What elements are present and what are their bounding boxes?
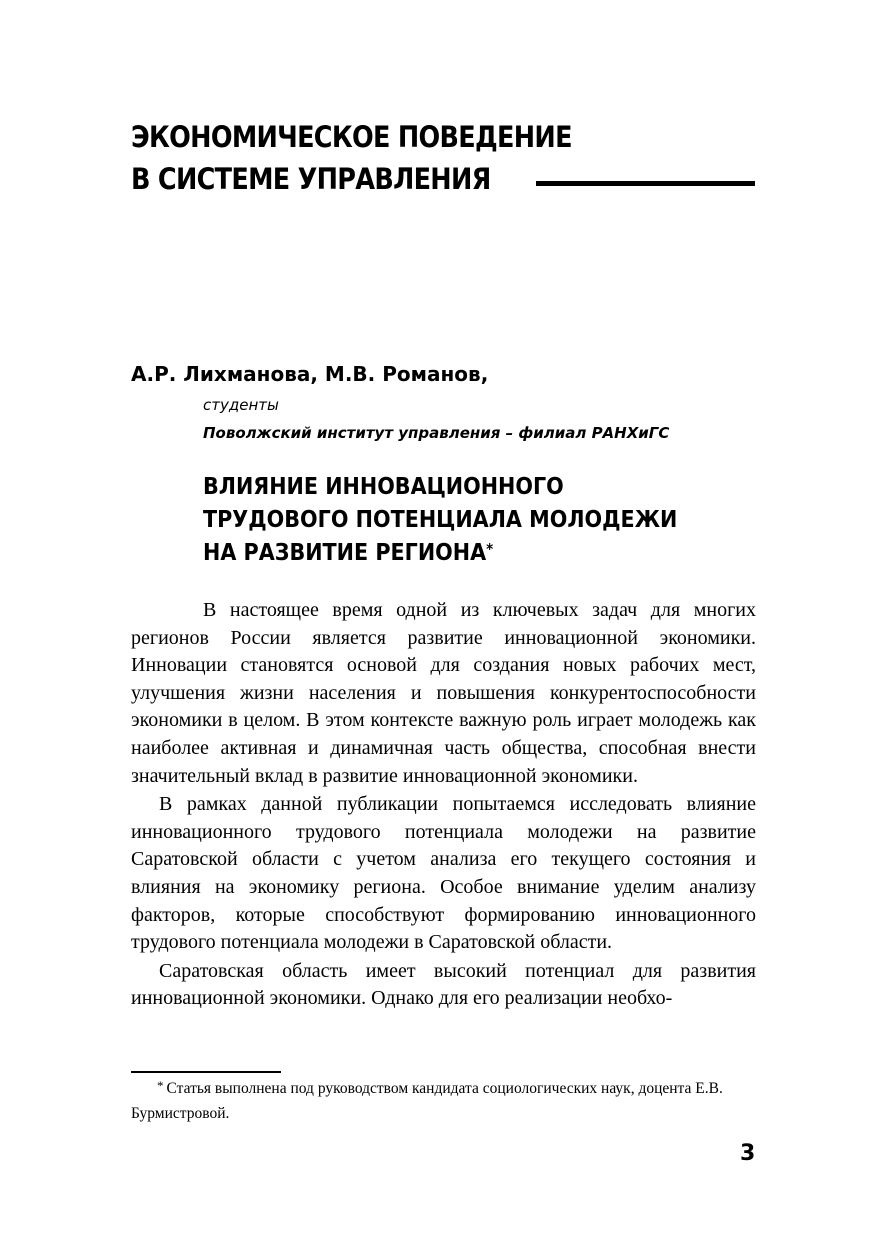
article-footnote-mark: * xyxy=(486,540,494,558)
section-title-line-1: ЭКОНОМИЧЕСКОЕ ПОВЕДЕНИЕ xyxy=(131,120,572,154)
footnote-rule xyxy=(131,1071,281,1073)
section-title-rule xyxy=(536,181,755,186)
article-body xyxy=(131,597,756,1014)
section-title-line-2: В СИСТЕМЕ УПРАВЛЕНИЯ xyxy=(131,162,491,196)
paragraph-3: Саратовская область имеет высокий потенциал для развития инновационной экономики. Однако для его реализации необхо- xyxy=(131,959,756,1010)
paragraph-1: В настоящее время одной из ключевых задач для многих регионов России является развитие инновационной экономики. Инновации становятся основой для создания новых рабочих мест, улучшения жизни населения и повышения конкурентоспособности экономики в целом. В этом контексте важную роль играет молодежь как наиболее активная и динамичная часть общества, способная внести значительный вклад в развитие инновационной экономики. xyxy=(131,599,756,787)
article-title-line-3 xyxy=(203,537,761,570)
author-role: студенты xyxy=(203,396,279,414)
article-title-line-2: ТРУДОВОГО ПОТЕНЦИАЛА МОЛОДЕЖИ xyxy=(203,507,678,533)
article-title-line-3-text: НА РАЗВИТИЕ РЕГИОНА xyxy=(203,540,487,566)
article-title xyxy=(203,471,761,570)
article-title-line-1: ВЛИЯНИЕ ИННОВАЦИОННОГО xyxy=(203,474,564,500)
paragraph-2: В рамках данной публикации попытаемся исследовать влияние инновационного трудового потенциала молодежи на развитие Саратовской области с учетом анализа его текущего состояния и влияния на экономику региона. Особое внимание уделим анализу факторов, которые способствуют формированию инновационного трудового потенциала молодежи в Саратовской области. xyxy=(131,793,756,954)
authors: А.Р. Лихманова, М.В. Романов, xyxy=(131,362,489,386)
footnote-text: Статья выполнена под руководством кандидата социологических наук, доцента Е.В. Бурмистровой. xyxy=(131,1080,723,1122)
page-number: 3 xyxy=(740,1141,756,1166)
section-title xyxy=(131,116,685,200)
footnote-mark: * xyxy=(157,1078,164,1093)
footnote xyxy=(131,1076,756,1126)
author-organization: Поволжский институт управления – филиал РАНХиГС xyxy=(203,424,670,442)
